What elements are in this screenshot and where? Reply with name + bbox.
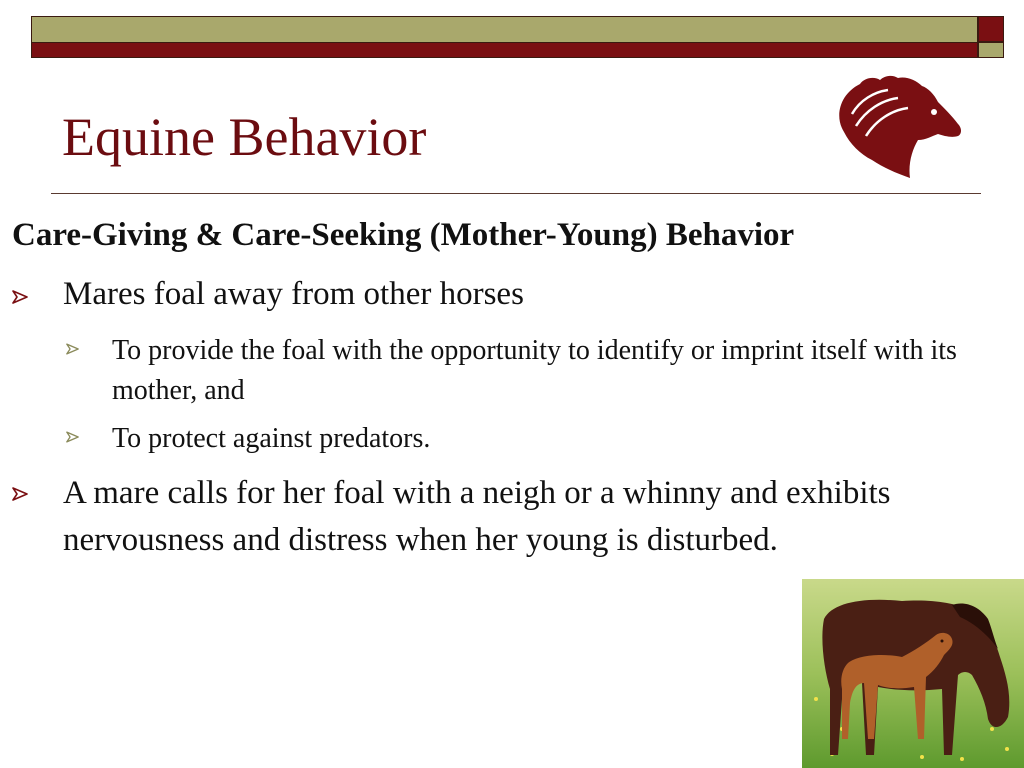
corner-maroon-square [978,16,1004,42]
top-bar-olive-stripe [32,17,977,43]
corner-olive-square [978,42,1004,58]
arrowhead-bullet-icon [66,431,79,443]
mare-and-foal-photo [802,579,1024,768]
slide-title: Equine Behavior [62,107,427,167]
title-divider [51,193,981,194]
sub-bullet-2-text: To protect against predators. [112,423,431,454]
arrowhead-bullet-icon [66,343,79,355]
bullet-2-text: A mare calls for her foal with a neigh or a whinny and exhibits nervousness and distress when her young is disturbed. [63,475,891,558]
horse-head-logo [826,74,966,182]
arrowhead-bullet-icon [12,290,28,304]
bullet-1-text: Mares foal away from other horses [63,276,524,312]
top-bar-maroon-stripe [32,43,977,57]
top-decorative-bar [31,16,978,58]
sub-bullet-1-text: To provide the foal with the opportunity to identify or imprint itself with its mother, and [112,335,957,406]
slide-subheading: Care-Giving & Care-Seeking (Mother-Young) Behavior [12,217,795,253]
arrowhead-bullet-icon [12,487,28,501]
